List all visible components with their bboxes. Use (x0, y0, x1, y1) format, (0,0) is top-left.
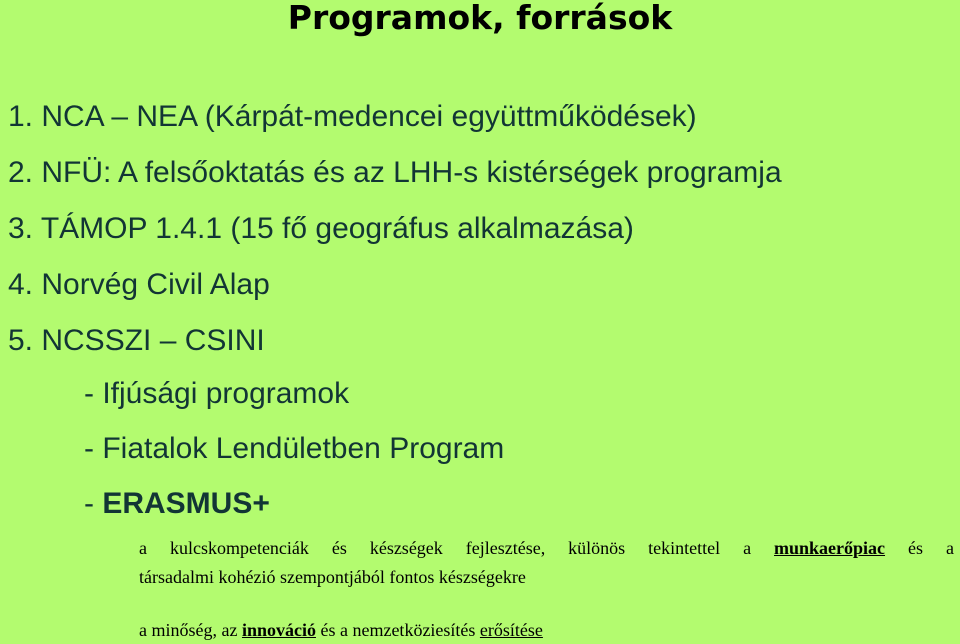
desc-text: és a nemzetköziesítés (315, 620, 480, 640)
sub-item-ifjusagi: - Ifjúsági programok (84, 377, 350, 410)
desc-word: a (945, 538, 954, 558)
sub-item-erasmus (84, 487, 270, 521)
desc-word: a (743, 538, 752, 558)
desc-text: a minőség, az (139, 620, 242, 640)
desc-word: és (331, 538, 347, 558)
list-item-3: 3. TÁMOP 1.4.1 (15 fő geográfus alkalmazása) (8, 212, 634, 245)
desc-word: készségek (369, 538, 443, 558)
list-item-5: 5. NCSSZI – CSINI (8, 324, 265, 357)
erasmus-desc-line-2: társadalmi kohézió szempontjából fontos készségekre (139, 567, 526, 587)
desc-word: fejlesztése, (465, 538, 546, 558)
sub-item-erasmus-prefix: - (84, 487, 103, 520)
erasmus-desc-line-1 (139, 535, 954, 561)
sub-item-fiatalok: - Fiatalok Lendületben Program (84, 432, 505, 465)
slide-title: Programok, források (287, 0, 673, 37)
desc-keyword-innovacio: innováció (241, 620, 316, 640)
desc-word: kulcskompetenciák (169, 538, 309, 558)
list-item-4: 4. Norvég Civil Alap (8, 268, 270, 301)
erasmus-desc-line-3 (139, 617, 954, 643)
desc-keyword-erosites: erősítése (479, 620, 543, 640)
desc-word: tekintettel (648, 538, 721, 558)
desc-word: és (907, 538, 923, 558)
desc-keyword-munkaeropiac: munkaerőpiac (774, 538, 886, 558)
desc-word: különös (568, 538, 626, 558)
sub-item-erasmus-label: ERASMUS+ (102, 487, 270, 520)
list-item-2: 2. NFÜ: A felsőoktatás és az LHH-s kistérségek programja (8, 156, 782, 189)
list-item-1: 1. NCA – NEA (Kárpát-medencei együttműködések) (8, 100, 697, 133)
desc-word: a (139, 538, 147, 558)
